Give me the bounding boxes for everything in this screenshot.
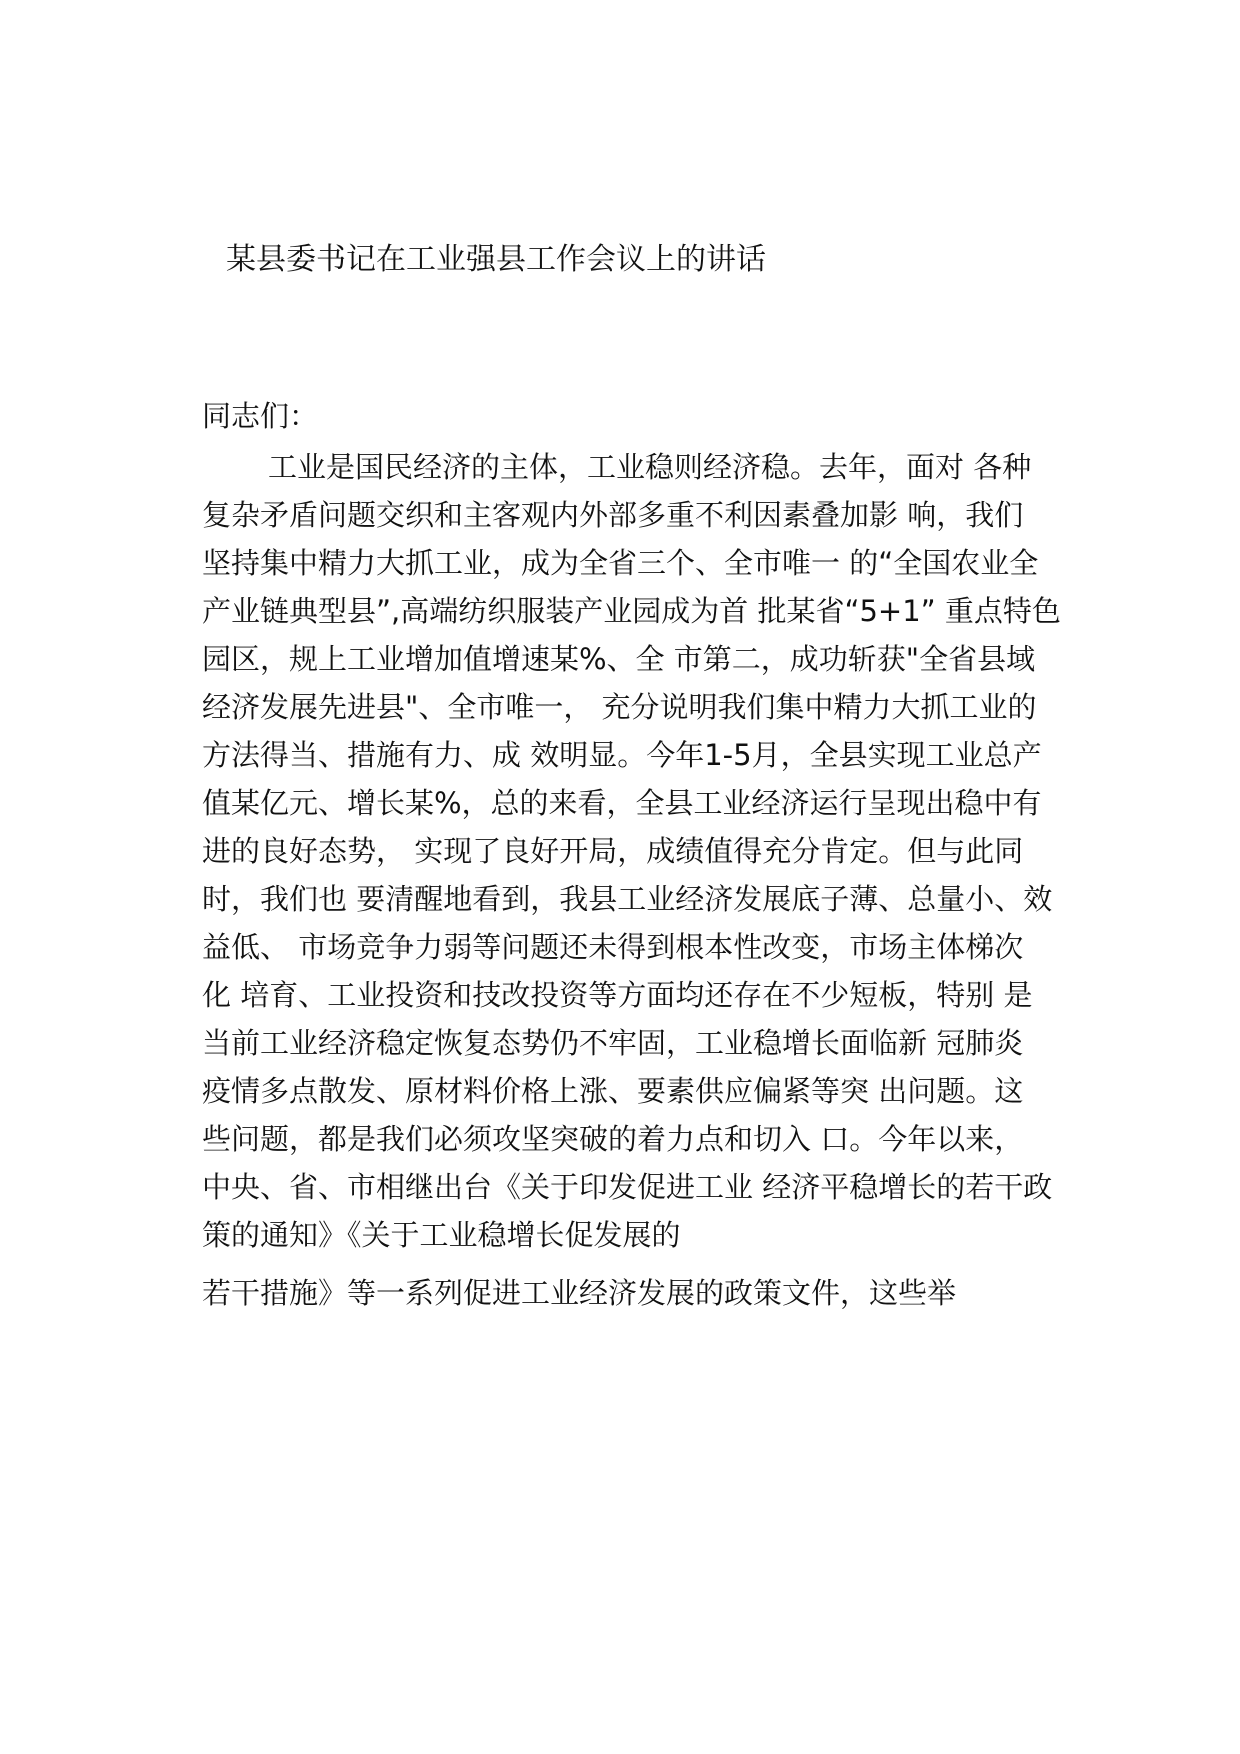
body-line: 化 培育、工业投资和技改投资等方面均还存在不少短板，特别 是 bbox=[202, 978, 1033, 1012]
body-line: 坚持集中精力大抓工业，成为全省三个、全市唯一 的“全国农业全 bbox=[202, 546, 1039, 580]
body-line: 方法得当、措施有力、成 效明显。今年1-5月，全县实现工业总产 bbox=[202, 738, 1042, 772]
body-line: 园区，规上工业增加值增速某%、全 市第二，成功斩获"全省县域 bbox=[202, 642, 1036, 676]
body-line: 经济发展先进县"、全市唯一， 充分说明我们集中精力大抓工业的 bbox=[202, 690, 1037, 724]
body-line: 若干措施》等一系列促进工业经济发展的政策文件，这些举 bbox=[202, 1276, 957, 1310]
body-line: 疫情多点散发、原材料价格上涨、要素供应偏紧等突 出问题。这 bbox=[202, 1074, 1024, 1108]
body-line: 时，我们也 要清醒地看到，我县工业经济发展底子薄、总量小、效 bbox=[202, 882, 1053, 916]
body-line: 值某亿元、增长某%，总的来看，全县工业经济运行呈现出稳中有 bbox=[202, 786, 1042, 820]
body-line: 产业链典型县”,高端纺织服装产业园成为首 批某省“5+1” 重点特色 bbox=[202, 594, 1061, 628]
body-line: 工业是国民经济的主体，工业稳则经济稳。去年，面对 各种 bbox=[268, 450, 1032, 484]
body-line: 些问题，都是我们必须攻坚突破的着力点和切入 口。今年以来， bbox=[202, 1122, 1024, 1156]
body-line: 进的良好态势， 实现了良好开局，成绩值得充分肯定。但与此同 bbox=[202, 834, 1024, 868]
salutation: 同志们： bbox=[202, 399, 319, 433]
document-body bbox=[202, 443, 1082, 1317]
document-title: 某县委书记在工业强县工作会议上的讲话 bbox=[226, 242, 766, 277]
body-line: 益低、 市场竞争力弱等问题还未得到根本性改变，市场主体梯次 bbox=[202, 930, 1024, 964]
body-line: 复杂矛盾问题交织和主客观内外部多重不利因素叠加影 响，我们 bbox=[202, 498, 1024, 532]
body-line: 策的通知》《关于工业稳增长促发展的 bbox=[202, 1218, 681, 1252]
body-line: 中央、省、市相继出台《关于印发促进工业 经济平稳增长的若干政 bbox=[202, 1170, 1053, 1204]
body-line: 当前工业经济稳定恢复态势仍不牢固，工业稳增长面临新 冠肺炎 bbox=[202, 1026, 1024, 1060]
